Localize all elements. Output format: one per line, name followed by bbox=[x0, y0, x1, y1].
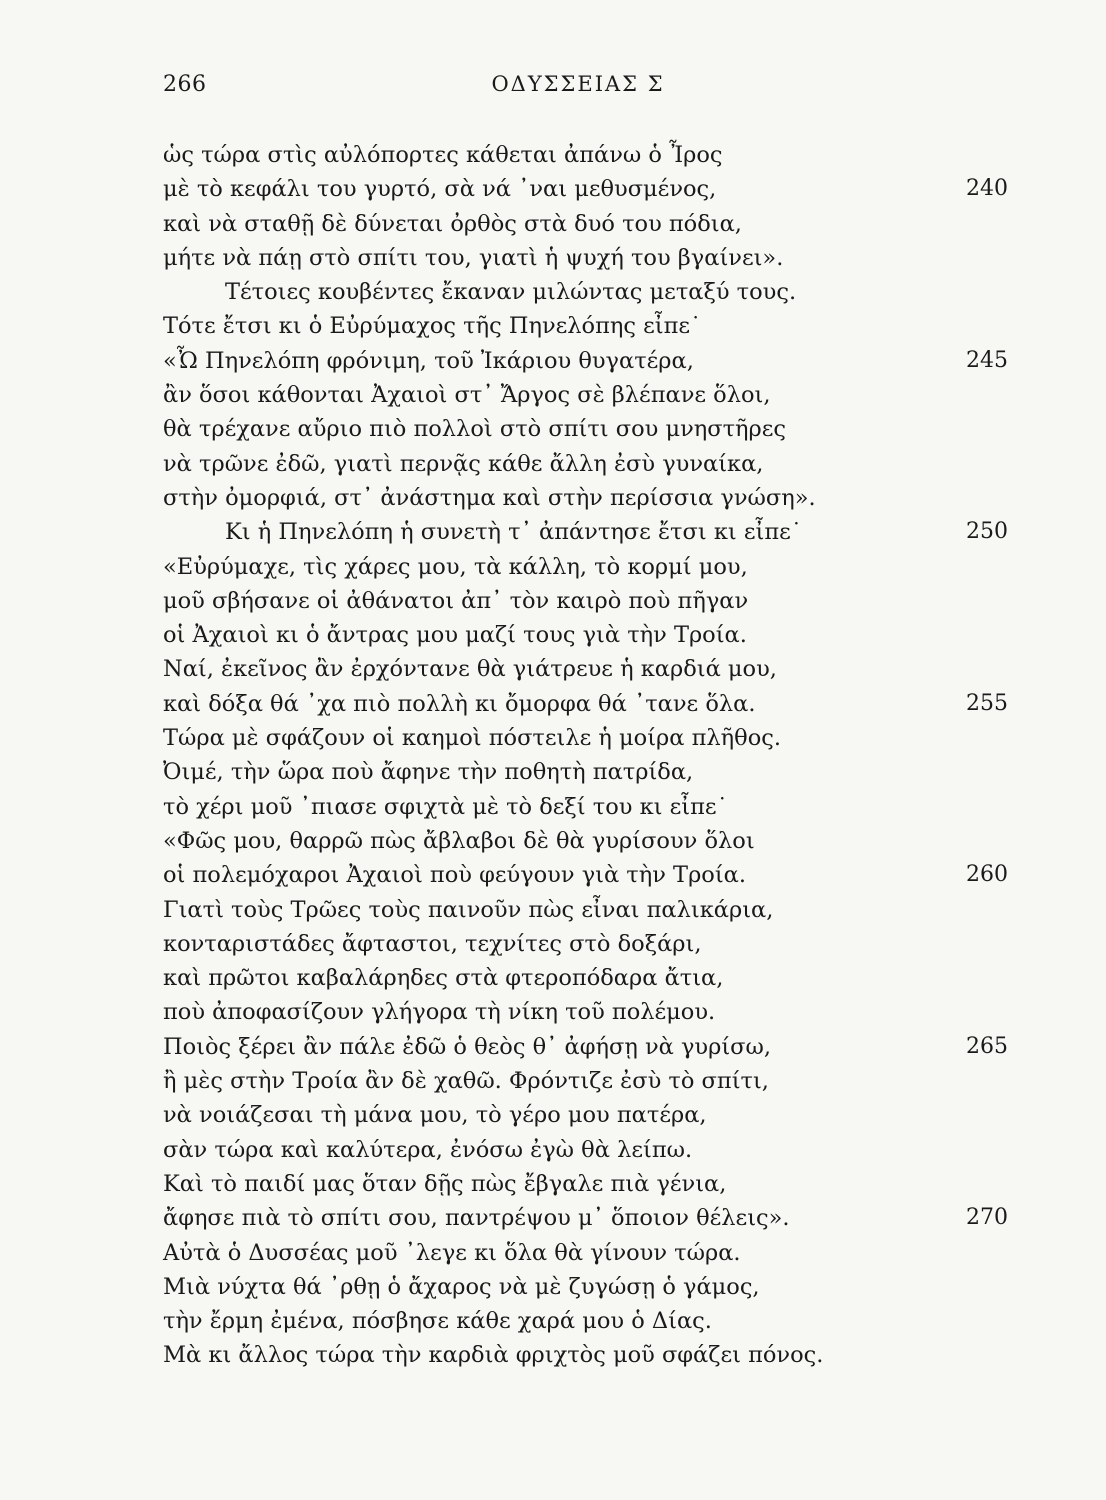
verse-text: Ὀιμέ, τὴν ὥρα ποὺ ἄφηνε τὴν ποθητὴ πατρίδα, bbox=[163, 759, 694, 786]
line-number: 250 bbox=[966, 519, 1008, 545]
verse-line bbox=[163, 1304, 1008, 1338]
verse-line bbox=[163, 275, 1008, 309]
page-header bbox=[163, 72, 993, 112]
verse-text: Αὐτὰ ὁ Δυσσέας μοῦ ᾽λεγε κι ὅλα θὰ γίνουν τώρα. bbox=[163, 1239, 741, 1266]
verse-text: Ποιὸς ξέρει ἂν πάλε ἐδῶ ὁ θεὸς θ᾽ ἀφήσῃ νὰ γυρίσω, bbox=[163, 1033, 772, 1060]
verse-line bbox=[163, 927, 1008, 961]
verse-text: Τότε ἔτσι κι ὁ Εὐρύμαχος τῆς Πηνελόπης εἶπε˙ bbox=[163, 313, 702, 340]
verse-text: Κι ἡ Πηνελόπη ἡ συνετὴ τ᾽ ἀπάντησε ἔτσι κι εἶπε˙ bbox=[225, 519, 803, 546]
verse-line bbox=[163, 755, 1008, 789]
line-number: 265 bbox=[966, 1033, 1008, 1059]
verse-text: Καὶ τὸ παιδί μας ὅταν δῇς πὼς ἔβγαλε πιὰ γένια, bbox=[163, 1170, 727, 1197]
verse-text: «Ὦ Πηνελόπη φρόνιμη, τοῦ Ἰκάριου θυγατέρα, bbox=[163, 347, 694, 374]
verse-line bbox=[163, 652, 1008, 686]
verse-text: σὰν τώρα καὶ καλύτερα, ἐνόσω ἐγὼ θὰ λείπω. bbox=[163, 1136, 693, 1163]
verse-line bbox=[163, 1133, 1008, 1167]
verse-line bbox=[163, 309, 1008, 343]
verse-text: ποὺ ἀποφασίζουν γλήγορα τὴ νίκη τοῦ πολέμου. bbox=[163, 999, 716, 1026]
verse-line bbox=[163, 961, 1008, 995]
line-number: 240 bbox=[966, 176, 1008, 202]
verse-text: Γιατὶ τοὺς Τρῶες τοὺς παινοῦν πὼς εἶναι παλικάρια, bbox=[163, 896, 774, 923]
verse-text: θὰ τρέχανε αὔριο πιὸ πολλοὶ στὸ σπίτι σου μνηστῆρες bbox=[163, 416, 787, 443]
verse-text: Μιὰ νύχτα θά ᾽ρθῃ ὁ ἄχαρος νὰ μὲ ζυγώσῃ ὁ γάμος, bbox=[163, 1273, 760, 1300]
verse-line bbox=[163, 1270, 1008, 1304]
verse-line bbox=[163, 447, 1008, 481]
verse-text: ἂν ὅσοι κάθονται Ἀχαιοὶ στ᾽ Ἄργος σὲ βλέπανε ὅλοι, bbox=[163, 382, 771, 409]
verse-text: κονταριστάδες ἄφταστοι, τεχνίτες στὸ δοξάρι, bbox=[163, 930, 702, 957]
verse-line bbox=[163, 893, 1008, 927]
verse-line bbox=[163, 790, 1008, 824]
verse-line bbox=[163, 618, 1008, 652]
verse-text: μοῦ σβήσανε οἱ ἀθάνατοι ἀπ᾽ τὸν καιρὸ ποὺ πῆγαν bbox=[163, 587, 749, 614]
verse-line bbox=[163, 344, 1008, 378]
verse-line bbox=[163, 858, 1008, 892]
verse-text: οἱ Ἀχαιοὶ κι ὁ ἄντρας μου μαζί τους γιὰ τὴν Τροία. bbox=[163, 622, 747, 649]
verse-text: Μὰ κι ἄλλος τώρα τὴν καρδιὰ φριχτὸς μοῦ σφάζει πόνος. bbox=[163, 1342, 824, 1369]
verse-text: ἄφησε πιὰ τὸ σπίτι σου, παντρέψου μ᾽ ὅποιον θέλεις». bbox=[163, 1205, 790, 1232]
running-title: ΟΔΥΣΣΕΙΑΣ Σ bbox=[491, 72, 665, 96]
verse-line bbox=[163, 1167, 1008, 1201]
verse-text: τὴν ἔρμη ἐμένα, πόσβησε κάθε χαρά μου ὁ Δίας. bbox=[163, 1308, 712, 1335]
verse-text: «Φῶς μου, θαρρῶ πὼς ἄβλαβοι δὲ θὰ γυρίσουν ὅλοι bbox=[163, 827, 755, 854]
verse-line bbox=[163, 1201, 1008, 1235]
verse-line bbox=[163, 687, 1008, 721]
verse-line bbox=[163, 172, 1008, 206]
verse-line bbox=[163, 412, 1008, 446]
verse-text: νὰ τρῶνε ἐδῶ, γιατὶ περνᾷς κάθε ἄλλη ἐσὺ γυναίκα, bbox=[163, 450, 764, 477]
verse-text: ὡς τώρα στὶς αὐλόπορτες κάθεται ἀπάνω ὁ Ἶρος bbox=[163, 142, 723, 168]
verse-text: στὴν ὀμορφιά, στ᾽ ἀνάστημα καὶ στὴν περίσσια γνώση». bbox=[163, 484, 816, 511]
line-number: 270 bbox=[966, 1205, 1008, 1231]
verse-text: μὲ τὸ κεφάλι του γυρτό, σὰ νά ᾽ναι μεθυσμένος, bbox=[163, 176, 717, 203]
verse-line bbox=[163, 1098, 1008, 1132]
line-number: 260 bbox=[966, 862, 1008, 888]
page-number: 266 bbox=[163, 72, 207, 97]
verse-text: οἱ πολεμόχαροι Ἀχαιοὶ ποὺ φεύγουν γιὰ τὴν Τροία. bbox=[163, 862, 747, 889]
verse-line bbox=[163, 207, 1008, 241]
verse-text: καὶ πρῶτοι καβαλάρηδες στὰ φτεροπόδαρα ἄτια, bbox=[163, 965, 724, 992]
line-number: 245 bbox=[966, 347, 1008, 373]
verse-line bbox=[163, 1236, 1008, 1270]
verse-list bbox=[163, 138, 1008, 1373]
verse-line bbox=[163, 515, 1008, 549]
verse-line bbox=[163, 721, 1008, 755]
verse-text: «Εὐρύμαχε, τὶς χάρες μου, τὰ κάλλη, τὸ κορμί μου, bbox=[163, 553, 748, 580]
verse-text: καὶ δόξα θά ᾽χα πιὸ πολλὴ κι ὄμορφα θά ᾽τανε ὅλα. bbox=[163, 690, 756, 717]
verse-line bbox=[163, 550, 1008, 584]
verse-line bbox=[163, 1030, 1008, 1064]
verse-text: Τώρα μὲ σφάζουν οἱ καημοὶ πόστειλε ἡ μοίρα πλῆθος. bbox=[163, 725, 781, 752]
verse-text: ἢ μὲς στὴν Τροία ἂν δὲ χαθῶ. Φρόντιζε ἐσὺ τὸ σπίτι, bbox=[163, 1068, 769, 1095]
verse-text: Τέτοιες κουβέντες ἔκαναν μιλώντας μεταξύ τους. bbox=[225, 279, 797, 306]
verse-text: Ναί, ἐκεῖνος ἂν ἐρχόντανε θὰ γιάτρευε ἡ καρδιά μου, bbox=[163, 656, 777, 683]
verse-text: μήτε νὰ πάῃ στὸ σπίτι του, γιατὶ ἡ ψυχή του βγαίνει». bbox=[163, 244, 784, 271]
verse-line bbox=[163, 584, 1008, 618]
verse-line bbox=[163, 1338, 1008, 1372]
verse-text: τὸ χέρι μοῦ ᾽πιασε σφιχτὰ μὲ τὸ δεξί του κι εἶπε˙ bbox=[163, 793, 728, 820]
verse-line bbox=[163, 824, 1008, 858]
verse-text: νὰ νοιάζεσαι τὴ μάνα μου, τὸ γέρο μου πατέρα, bbox=[163, 1102, 707, 1129]
verse-line bbox=[163, 378, 1008, 412]
verse-line bbox=[163, 995, 1008, 1029]
line-number: 255 bbox=[966, 690, 1008, 716]
verse-line bbox=[163, 1064, 1008, 1098]
verse-line bbox=[163, 138, 1008, 172]
verse-line bbox=[163, 481, 1008, 515]
verse-text: καὶ νὰ σταθῇ δὲ δύνεται ὀρθὸς στὰ δυό του πόδια, bbox=[163, 210, 742, 237]
verse-line bbox=[163, 241, 1008, 275]
